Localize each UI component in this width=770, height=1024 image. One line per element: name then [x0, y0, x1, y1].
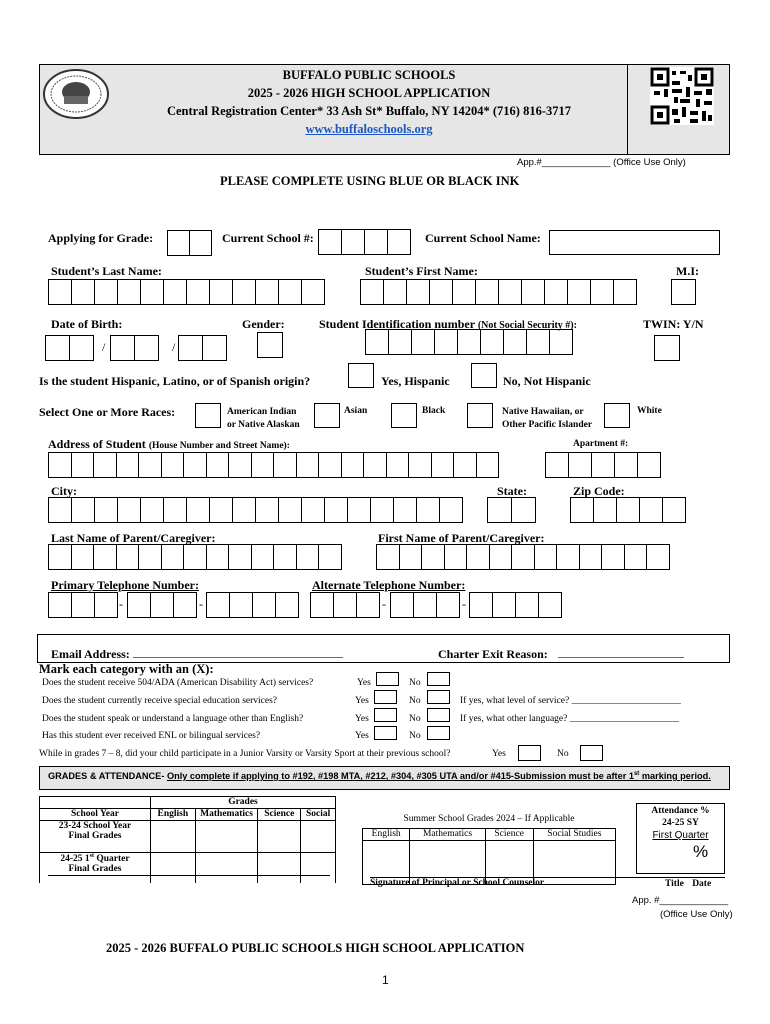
- apartment-input[interactable]: [545, 452, 661, 478]
- grade-cell[interactable]: [150, 821, 195, 853]
- q5-yes-checkbox[interactable]: [518, 745, 541, 761]
- grade-cell[interactable]: [195, 821, 258, 853]
- hispanic-no-label: No, Not Hispanic: [503, 374, 591, 388]
- race-american-indian-label: [227, 406, 300, 432]
- current-school-name-label: Current School Name:: [425, 231, 541, 245]
- parent-last-name-label: Last Name of Parent/Caregiver:: [51, 531, 216, 545]
- office-use-top: App.#_____________ (Office Use Only): [517, 157, 686, 168]
- office-use-note: (Office Use Only): [660, 909, 733, 920]
- apartment-label: Apartment #:: [573, 439, 629, 449]
- hispanic-no-checkbox[interactable]: [471, 363, 497, 388]
- header-divider: [627, 64, 628, 155]
- q1-yes-label: Yes: [357, 678, 371, 688]
- summer-col-social-studies: Social Studies: [533, 828, 615, 840]
- grades-banner-sup: st: [633, 771, 640, 777]
- current-school-num-input[interactable]: [318, 229, 411, 255]
- hispanic-question: Is the student Hispanic, Latino, or of Spanish origin?: [39, 374, 311, 388]
- parent-first-name-label: First Name of Parent/Caregiver:: [378, 531, 545, 545]
- grades-banner-condition: Only complete if applying to #192, #198 MTA, #212, #304, #305 UTA and/or #415-Submission must be after 1: [166, 771, 634, 782]
- grades-col-school-year: School Year: [40, 809, 151, 821]
- q4-yes-checkbox[interactable]: [374, 726, 397, 740]
- q2-follow-up[interactable]: If yes, what level of service? _______________________: [460, 696, 681, 706]
- q5-text: While in grades 7 – 8, did your child participate in a Junior Varsity or Varsity Sport at their previous school?: [39, 749, 451, 759]
- race-asian-label: Asian: [344, 406, 368, 416]
- primary-phone-line-input[interactable]: [206, 592, 299, 618]
- dob-separator: /: [172, 340, 176, 354]
- row2-quarter: Quarter: [93, 854, 130, 865]
- q2-yes-label: Yes: [355, 696, 369, 706]
- q2-text: Does the student currently receive special education services?: [42, 696, 278, 706]
- q4-no-label: No: [409, 731, 421, 741]
- q5-no-label: No: [557, 749, 569, 759]
- race-asian-checkbox[interactable]: [314, 403, 340, 428]
- phone-dash: -: [382, 597, 386, 611]
- city-label: City:: [51, 484, 77, 498]
- last-name-input[interactable]: [48, 279, 325, 305]
- grade-cell[interactable]: [301, 821, 336, 853]
- grade-cell[interactable]: [301, 853, 336, 883]
- attendance-year: 24-25 SY: [662, 818, 699, 828]
- summer-col-math: Mathematics: [410, 828, 485, 840]
- dob-year-input[interactable]: [178, 335, 227, 361]
- ink-instruction: PLEASE COMPLETE USING BLUE OR BLACK INK: [220, 174, 520, 188]
- charter-exit-label: Charter Exit Reason:: [438, 647, 548, 661]
- last-name-label: Student’s Last Name:: [51, 264, 162, 278]
- q3-yes-label: Yes: [355, 714, 369, 724]
- parent-last-name-input[interactable]: [48, 544, 342, 570]
- grades-col-math: Mathematics: [195, 809, 258, 821]
- summer-col-english: English: [363, 828, 410, 840]
- race-white-label: White: [637, 406, 662, 416]
- current-school-name-input[interactable]: [549, 230, 720, 255]
- zip-label: Zip Code:: [573, 484, 625, 498]
- gender-input[interactable]: [257, 332, 283, 358]
- grades-col-science: Science: [258, 809, 301, 821]
- grade-cell[interactable]: [258, 821, 301, 853]
- footer-title: 2025 - 2026 BUFFALO PUBLIC SCHOOLS HIGH SCHOOL APPLICATION: [106, 941, 525, 955]
- email-input[interactable]: ___________________________________: [133, 645, 343, 659]
- q3-follow-up[interactable]: If yes, what other language? _______________________: [460, 714, 679, 724]
- charter-exit-input[interactable]: _____________________: [558, 645, 684, 659]
- grades-row-2425: [40, 853, 151, 883]
- dob-separator: /: [102, 340, 106, 354]
- form-title: 2025 - 2026 HIGH SCHOOL APPLICATION: [247, 86, 491, 100]
- grades-table-underline: [48, 875, 330, 876]
- alt-phone-label: Alternate Telephone Number:: [312, 578, 466, 592]
- q4-text: Has this student ever received ENL or bilingual services?: [42, 731, 261, 741]
- q3-text: Does the student speak or understand a language other than English?: [42, 714, 304, 724]
- row2-final: Final Grades: [68, 864, 122, 875]
- summer-col-science: Science: [485, 828, 533, 840]
- current-school-num-label: Current School #:: [222, 231, 314, 245]
- q4-no-checkbox[interactable]: [427, 726, 450, 740]
- q1-yes-checkbox[interactable]: [376, 672, 399, 686]
- hispanic-yes-checkbox[interactable]: [348, 363, 374, 388]
- address-input[interactable]: [48, 452, 499, 478]
- dob-month-input[interactable]: [45, 335, 94, 361]
- alt-phone-prefix-input[interactable]: [390, 592, 460, 618]
- org-address: Central Registration Center* 33 Ash St* Buffalo, NY 14204* (716) 816-3717: [166, 104, 572, 118]
- student-id-note: (Not Social Security #):: [477, 320, 577, 331]
- page-number: 1: [382, 973, 389, 987]
- first-name-label: Student’s First Name:: [365, 264, 478, 278]
- mi-label: M.I:: [676, 264, 699, 278]
- alt-phone-area-input[interactable]: [310, 592, 380, 618]
- student-id-input[interactable]: [365, 329, 573, 355]
- address-note: (House Number and Street Name):: [148, 441, 290, 451]
- q3-no-checkbox[interactable]: [427, 708, 450, 722]
- q2-yes-checkbox[interactable]: [374, 690, 397, 704]
- twin-label: TWIN: Y/N: [643, 317, 704, 331]
- student-id-label-text: Student Identification number: [319, 317, 475, 331]
- race-native-hawaiian-label: [502, 406, 592, 432]
- phone-dash: -: [462, 597, 466, 611]
- grades-table: [39, 796, 336, 883]
- title-date-line[interactable]: [608, 877, 725, 878]
- title-date-label: Title Date: [665, 879, 712, 889]
- row2-sup: st: [89, 853, 94, 859]
- row2-year: 24-25 1: [60, 854, 90, 865]
- phone-dash: -: [199, 597, 203, 611]
- first-name-input[interactable]: [360, 279, 637, 305]
- phone-dash: -: [119, 597, 123, 611]
- grade-cell[interactable]: [258, 853, 301, 883]
- q2-no-checkbox[interactable]: [427, 690, 450, 704]
- primary-phone-prefix-input[interactable]: [127, 592, 197, 618]
- summer-school-table: [362, 814, 616, 885]
- signature-label: Signature of Principal or School Counselor: [370, 878, 545, 888]
- attendance-quarter: First Quarter: [652, 830, 709, 841]
- primary-phone-area-input[interactable]: [48, 592, 118, 618]
- q3-yes-checkbox[interactable]: [374, 708, 397, 722]
- summer-table-title: Summer School Grades 2024 – If Applicable: [363, 814, 616, 828]
- attendance-title: Attendance %: [651, 806, 710, 816]
- parent-first-name-input[interactable]: [376, 544, 670, 570]
- race-ai-line1: American Indian: [227, 407, 297, 417]
- grades-banner-suffix: marking period.: [639, 771, 711, 782]
- grades-table-spacer: [40, 797, 151, 809]
- race-american-indian-checkbox[interactable]: [195, 403, 221, 428]
- q2-no-label: No: [409, 696, 421, 706]
- race-black-checkbox[interactable]: [391, 403, 417, 428]
- q1-no-label: No: [409, 678, 421, 688]
- q3-no-label: No: [409, 714, 421, 724]
- race-white-checkbox[interactable]: [604, 403, 630, 428]
- alt-phone-line-input[interactable]: [469, 592, 562, 618]
- race-ai-line2: or Native Alaskan: [227, 420, 300, 430]
- applying-grade-label: Applying for Grade:: [48, 231, 154, 245]
- grades-banner-prefix: GRADES & ATTENDANCE-: [48, 771, 165, 782]
- grades-row-2324: 23-24 School Year Final Grades: [40, 821, 151, 853]
- race-black-label: Black: [422, 406, 446, 416]
- grades-banner-text: [48, 771, 711, 781]
- office-use-app-number: App. #_____________: [632, 895, 729, 906]
- grade-cell[interactable]: [195, 853, 258, 883]
- race-nh-line2: Other Pacific Islander: [502, 420, 593, 430]
- race-nh-line1: Native Hawaiian, or: [502, 407, 584, 417]
- zip-input[interactable]: [570, 497, 686, 523]
- grades-table-title: Grades: [150, 797, 335, 809]
- race-native-hawaiian-checkbox[interactable]: [467, 403, 493, 428]
- qr-code-image[interactable]: [650, 67, 714, 125]
- q4-yes-label: Yes: [355, 731, 369, 741]
- mi-input[interactable]: [671, 279, 696, 305]
- city-input[interactable]: [48, 497, 463, 523]
- district-seal-logo: [42, 68, 110, 120]
- categories-heading: Mark each category with an (X):: [39, 662, 214, 676]
- twin-input[interactable]: [654, 335, 680, 361]
- q5-yes-label: Yes: [492, 749, 506, 759]
- dob-label: Date of Birth:: [51, 317, 123, 331]
- address-label-text: Address of Student: [48, 437, 146, 451]
- attendance-percent-input[interactable]: %: [693, 842, 709, 861]
- races-label: Select One or More Races:: [39, 405, 176, 419]
- hispanic-yes-label: Yes, Hispanic: [381, 374, 450, 388]
- applying-grade-input[interactable]: [167, 230, 212, 256]
- q1-text: Does the student receive 504/ADA (American Disability Act) services?: [42, 678, 314, 688]
- state-input[interactable]: [487, 497, 536, 523]
- q5-no-checkbox[interactable]: [580, 745, 603, 761]
- email-label: Email Address:: [51, 647, 130, 661]
- website-link[interactable]: www.buffaloschools.org: [305, 122, 433, 136]
- dob-day-input[interactable]: [110, 335, 159, 361]
- gender-label: Gender:: [242, 317, 285, 331]
- primary-phone-label: Primary Telephone Number:: [51, 578, 199, 592]
- address-label: [48, 437, 290, 452]
- grades-col-social: Social: [301, 809, 336, 821]
- grades-col-english: English: [150, 809, 195, 821]
- grade-cell[interactable]: [150, 853, 195, 883]
- state-label: State:: [497, 484, 527, 498]
- q1-no-checkbox[interactable]: [427, 672, 450, 686]
- org-name: BUFFALO PUBLIC SCHOOLS: [282, 68, 456, 82]
